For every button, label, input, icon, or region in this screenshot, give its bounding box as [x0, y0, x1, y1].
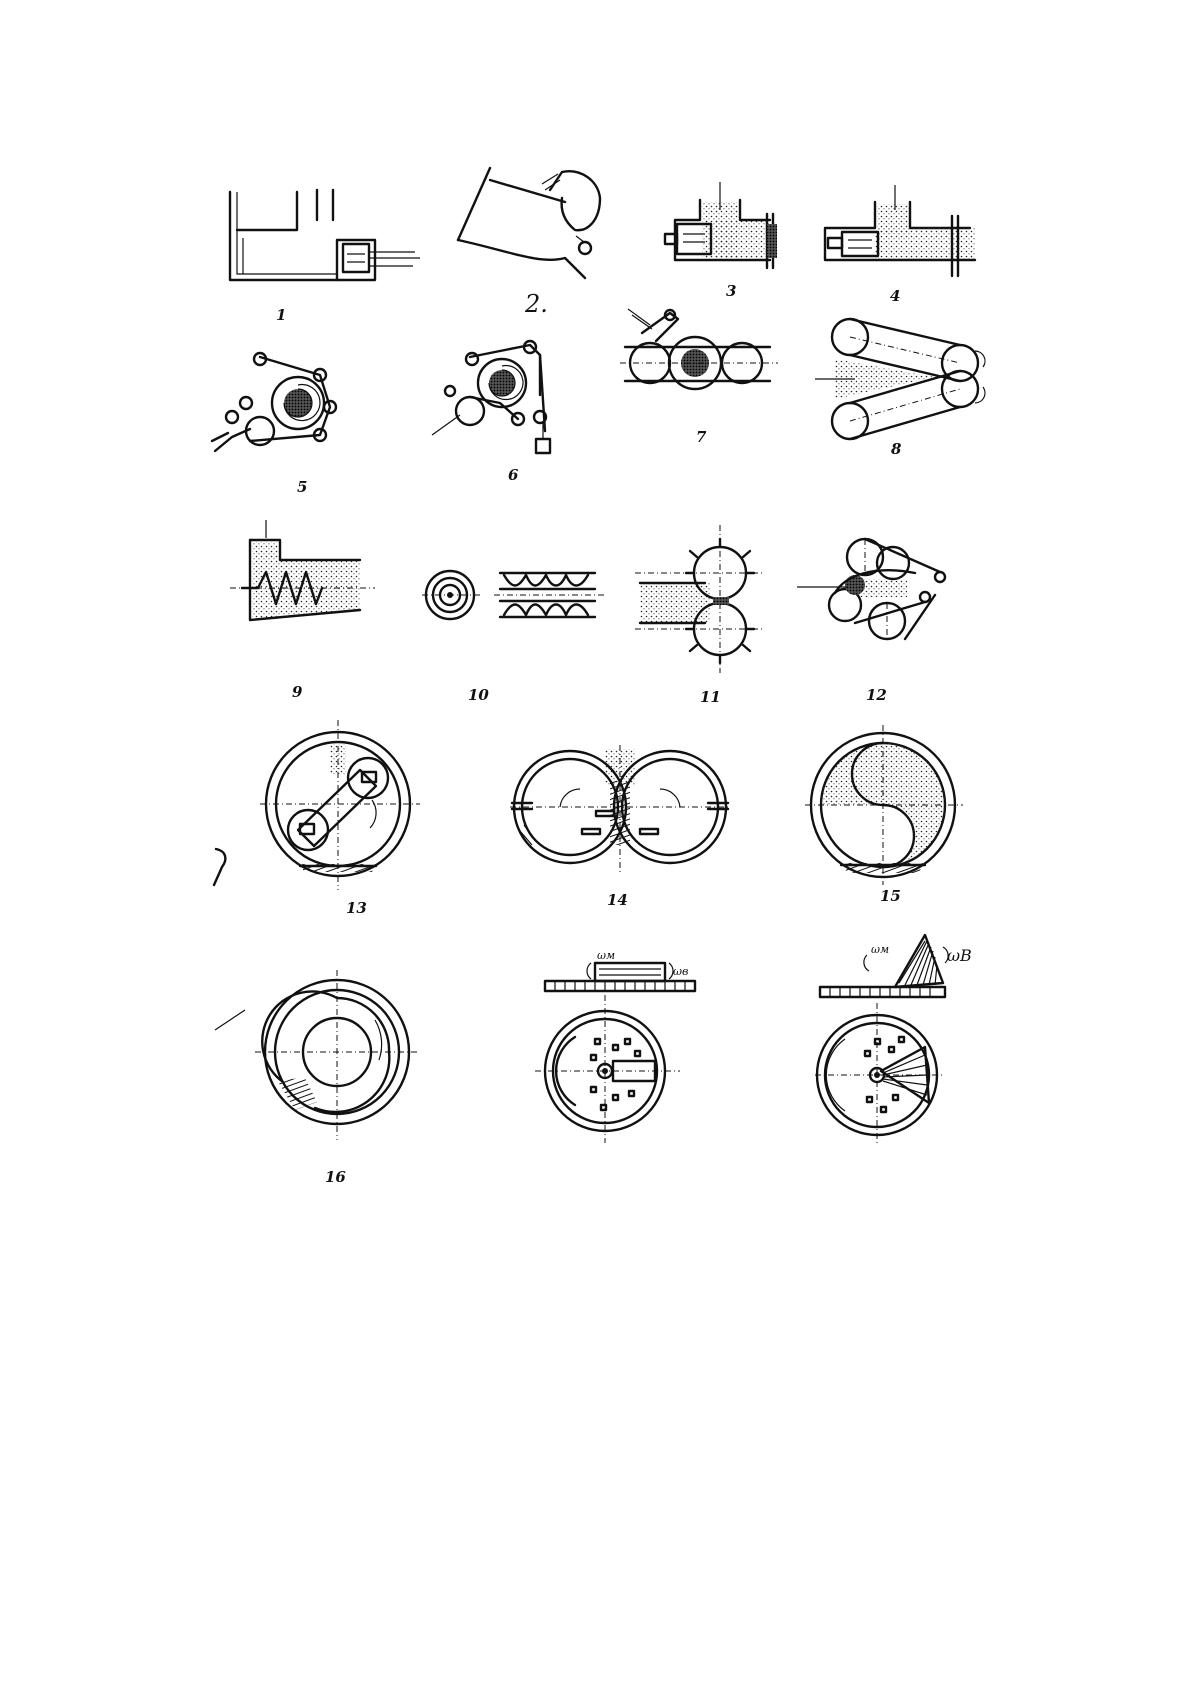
figure-14-twin-drums [510, 745, 730, 880]
figure-3-label: 3 [726, 282, 737, 300]
scan-artifact-mark [212, 845, 232, 890]
figure-8-belt-press [815, 315, 985, 450]
figure-15-label: 15 [880, 887, 901, 905]
figure-6-weighted-roller [430, 335, 560, 470]
figure-18-disc-fan-brush [815, 925, 995, 1150]
figure-4-label: 4 [890, 287, 901, 305]
omega-m-label-17: ωм [597, 949, 616, 962]
figure-16-concentric-rings [255, 970, 425, 1155]
omega-b-label-18: ωB [947, 946, 972, 965]
figure-7-roller-feed [620, 305, 780, 400]
figure-12-multi-roller-belt [795, 535, 955, 650]
figure-3-plunger-hopper [655, 180, 785, 275]
figure-12-label: 12 [866, 686, 887, 704]
figure-15-drum-s-blade [805, 725, 965, 900]
figure-13-label: 13 [346, 899, 367, 917]
figure-4-extrusion-plunger [820, 180, 980, 285]
figure-9-label: 9 [292, 683, 303, 701]
figure-6-label: 6 [508, 466, 519, 484]
omega-b-label-17: ωв [673, 965, 689, 978]
figure-13-drum-twin-rotor [260, 720, 420, 905]
figure-5-spiral-roller [210, 345, 350, 460]
figure-5-label: 5 [297, 478, 308, 496]
figure-2-bucket-scoop [450, 160, 620, 295]
figure-10-label: 10 [468, 686, 489, 704]
figure-1-piston-tank [225, 180, 425, 295]
omega-m-label-18: ωм [871, 943, 890, 956]
figure-11-toothed-rollers [635, 525, 775, 680]
figure-10-auger-section [420, 565, 610, 640]
figure-1-label: 1 [276, 306, 287, 324]
figure-16-label: 16 [325, 1168, 346, 1186]
figure-11-label: 11 [700, 688, 721, 706]
figure-17-disc-roller [535, 945, 755, 1150]
figure-8-label: 8 [891, 440, 902, 458]
figure-14-label: 14 [607, 891, 628, 909]
figure-2-label: 2. [525, 290, 548, 318]
figure-9-screw-conveyor [230, 520, 380, 635]
figure-7-label: 7 [696, 428, 707, 446]
